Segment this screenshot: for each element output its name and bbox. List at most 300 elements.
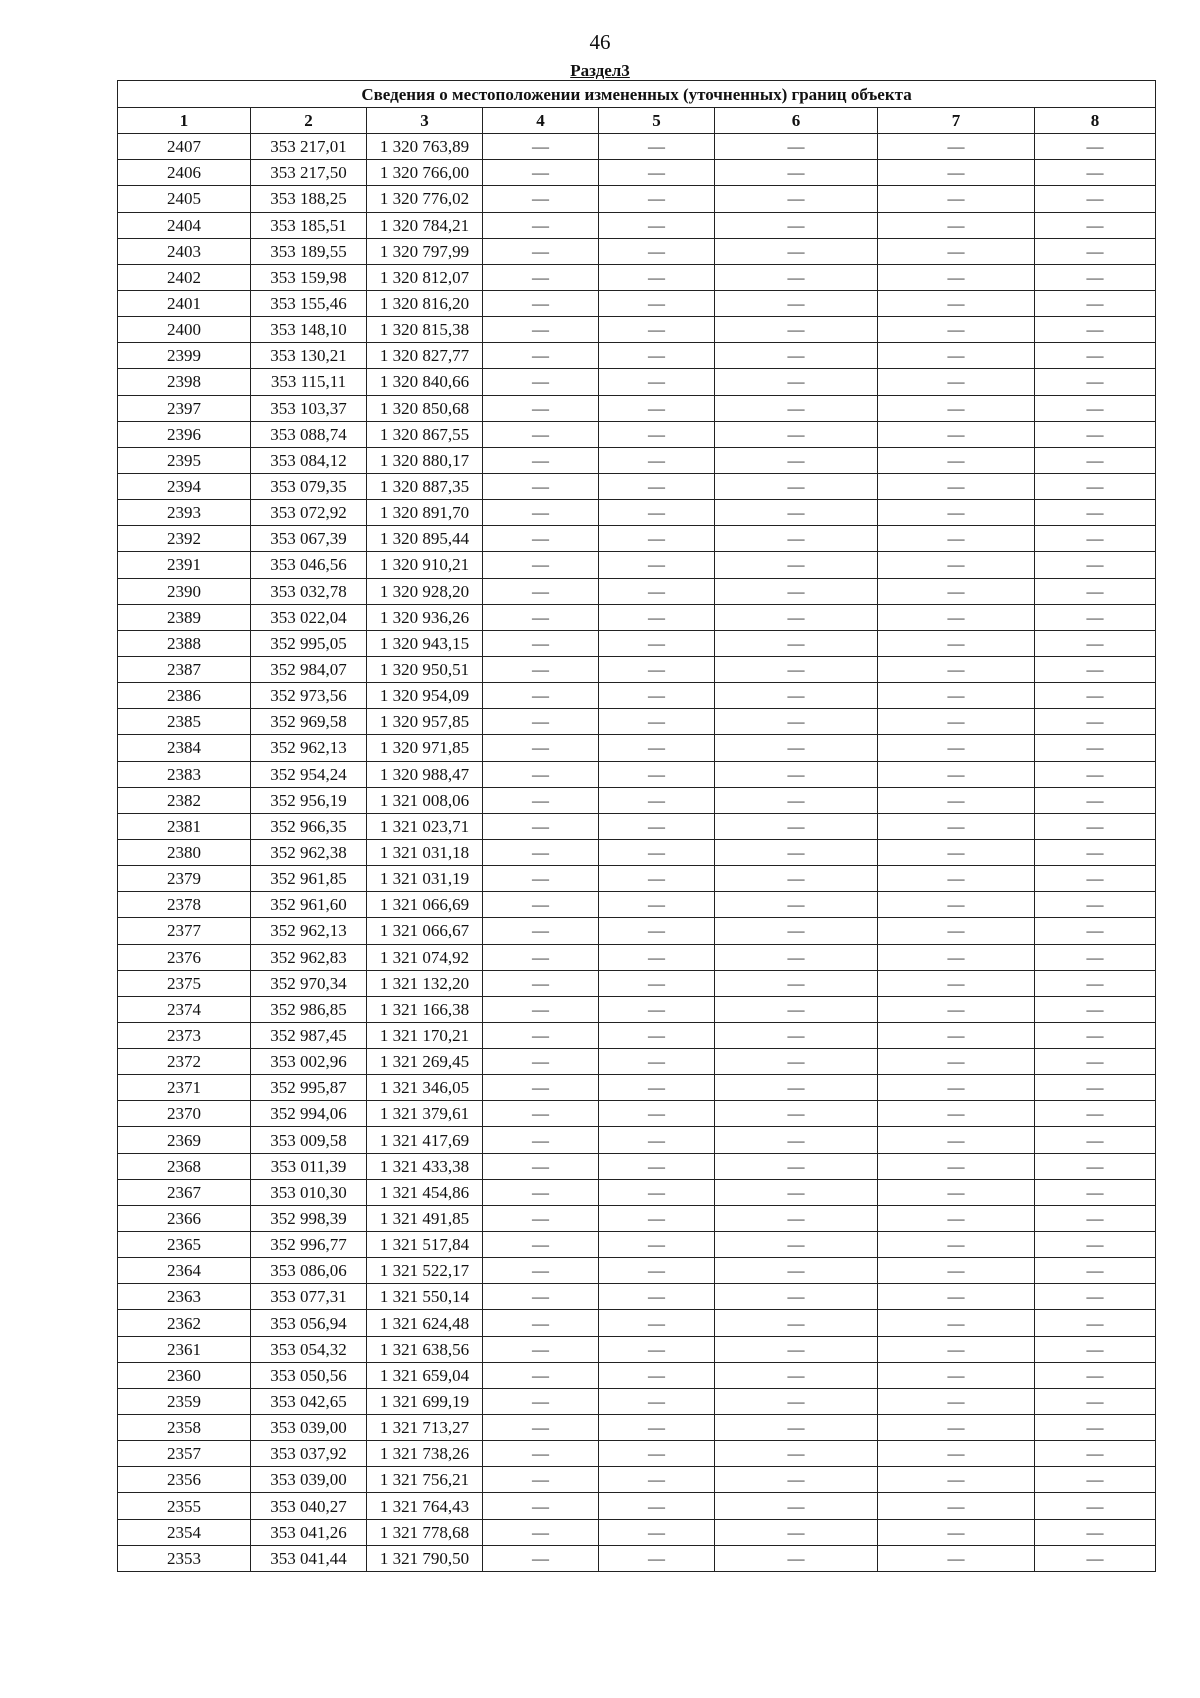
empty-value-dash: —	[878, 866, 1035, 892]
empty-value-dash: —	[483, 1127, 599, 1153]
y-coordinate-cell: 1 320 891,70	[367, 500, 483, 526]
empty-value-dash: —	[599, 264, 715, 290]
y-coordinate-cell: 1 321 132,20	[367, 970, 483, 996]
x-coordinate-cell: 353 148,10	[251, 317, 367, 343]
empty-value-dash: —	[483, 839, 599, 865]
empty-value-dash: —	[715, 212, 878, 238]
x-coordinate-cell: 352 984,07	[251, 656, 367, 682]
empty-value-dash: —	[1035, 317, 1156, 343]
empty-value-dash: —	[483, 918, 599, 944]
empty-value-dash: —	[878, 1127, 1035, 1153]
empty-value-dash: —	[1035, 630, 1156, 656]
empty-value-dash: —	[599, 343, 715, 369]
point-number-cell: 2393	[118, 500, 251, 526]
empty-value-dash: —	[878, 1545, 1035, 1571]
empty-value-dash: —	[599, 1127, 715, 1153]
empty-value-dash: —	[599, 1284, 715, 1310]
y-coordinate-cell: 1 320 954,09	[367, 683, 483, 709]
empty-value-dash: —	[878, 395, 1035, 421]
empty-value-dash: —	[878, 944, 1035, 970]
empty-value-dash: —	[483, 604, 599, 630]
empty-value-dash: —	[599, 395, 715, 421]
empty-value-dash: —	[1035, 134, 1156, 160]
empty-value-dash: —	[1035, 1049, 1156, 1075]
empty-value-dash: —	[878, 656, 1035, 682]
empty-value-dash: —	[483, 813, 599, 839]
point-number-cell: 2355	[118, 1493, 251, 1519]
y-coordinate-cell: 1 320 766,00	[367, 160, 483, 186]
x-coordinate-cell: 353 115,11	[251, 369, 367, 395]
empty-value-dash: —	[483, 1519, 599, 1545]
empty-value-dash: —	[878, 317, 1035, 343]
x-coordinate-cell: 353 217,50	[251, 160, 367, 186]
empty-value-dash: —	[715, 866, 878, 892]
empty-value-dash: —	[483, 1049, 599, 1075]
empty-value-dash: —	[483, 264, 599, 290]
x-coordinate-cell: 352 986,85	[251, 996, 367, 1022]
empty-value-dash: —	[483, 944, 599, 970]
empty-value-dash: —	[483, 212, 599, 238]
empty-value-dash: —	[1035, 918, 1156, 944]
table-row	[118, 1205, 1156, 1231]
table-row	[118, 395, 1156, 421]
empty-value-dash: —	[599, 317, 715, 343]
empty-value-dash: —	[715, 1336, 878, 1362]
empty-value-dash: —	[715, 735, 878, 761]
empty-value-dash: —	[599, 1415, 715, 1441]
point-number-cell: 2403	[118, 238, 251, 264]
point-number-cell: 2365	[118, 1232, 251, 1258]
empty-value-dash: —	[483, 1153, 599, 1179]
point-number-cell: 2363	[118, 1284, 251, 1310]
column-header: 8	[1035, 108, 1156, 134]
empty-value-dash: —	[483, 1388, 599, 1414]
empty-value-dash: —	[599, 1179, 715, 1205]
table-row	[118, 1336, 1156, 1362]
empty-value-dash: —	[878, 526, 1035, 552]
empty-value-dash: —	[599, 1388, 715, 1414]
x-coordinate-cell: 352 995,87	[251, 1075, 367, 1101]
point-number-cell: 2380	[118, 839, 251, 865]
point-number-cell: 2402	[118, 264, 251, 290]
x-coordinate-cell: 353 022,04	[251, 604, 367, 630]
point-number-cell: 2378	[118, 892, 251, 918]
x-coordinate-cell: 353 042,65	[251, 1388, 367, 1414]
x-coordinate-cell: 353 011,39	[251, 1153, 367, 1179]
empty-value-dash: —	[1035, 1519, 1156, 1545]
empty-value-dash: —	[483, 526, 599, 552]
x-coordinate-cell: 352 970,34	[251, 970, 367, 996]
empty-value-dash: —	[1035, 1258, 1156, 1284]
empty-value-dash: —	[599, 813, 715, 839]
empty-value-dash: —	[483, 1232, 599, 1258]
empty-value-dash: —	[483, 160, 599, 186]
empty-value-dash: —	[483, 1415, 599, 1441]
x-coordinate-cell: 353 103,37	[251, 395, 367, 421]
y-coordinate-cell: 1 320 895,44	[367, 526, 483, 552]
y-coordinate-cell: 1 321 491,85	[367, 1205, 483, 1231]
y-coordinate-cell: 1 320 957,85	[367, 709, 483, 735]
empty-value-dash: —	[599, 996, 715, 1022]
empty-value-dash: —	[599, 473, 715, 499]
empty-value-dash: —	[599, 238, 715, 264]
y-coordinate-cell: 1 321 170,21	[367, 1022, 483, 1048]
table-row	[118, 970, 1156, 996]
table-row	[118, 264, 1156, 290]
x-coordinate-cell: 353 079,35	[251, 473, 367, 499]
table-row	[118, 604, 1156, 630]
section-title: Раздел3	[570, 61, 630, 80]
y-coordinate-cell: 1 320 936,26	[367, 604, 483, 630]
point-number-cell: 2359	[118, 1388, 251, 1414]
empty-value-dash: —	[878, 1362, 1035, 1388]
empty-value-dash: —	[599, 656, 715, 682]
table-body	[118, 134, 1156, 1572]
empty-value-dash: —	[483, 421, 599, 447]
empty-value-dash: —	[1035, 1101, 1156, 1127]
empty-value-dash: —	[599, 839, 715, 865]
empty-value-dash: —	[878, 500, 1035, 526]
empty-value-dash: —	[878, 1232, 1035, 1258]
empty-value-dash: —	[599, 735, 715, 761]
point-number-cell: 2397	[118, 395, 251, 421]
empty-value-dash: —	[1035, 264, 1156, 290]
x-coordinate-cell: 352 996,77	[251, 1232, 367, 1258]
x-coordinate-cell: 353 077,31	[251, 1284, 367, 1310]
empty-value-dash: —	[599, 709, 715, 735]
table-row	[118, 735, 1156, 761]
empty-value-dash: —	[483, 1101, 599, 1127]
empty-value-dash: —	[1035, 1205, 1156, 1231]
empty-value-dash: —	[715, 944, 878, 970]
point-number-cell: 2376	[118, 944, 251, 970]
empty-value-dash: —	[1035, 709, 1156, 735]
point-number-cell: 2391	[118, 552, 251, 578]
empty-value-dash: —	[483, 761, 599, 787]
empty-value-dash: —	[483, 1336, 599, 1362]
empty-value-dash: —	[715, 369, 878, 395]
empty-value-dash: —	[1035, 238, 1156, 264]
empty-value-dash: —	[1035, 866, 1156, 892]
table-row	[118, 1049, 1156, 1075]
point-number-cell: 2398	[118, 369, 251, 395]
y-coordinate-cell: 1 321 379,61	[367, 1101, 483, 1127]
x-coordinate-cell: 353 032,78	[251, 578, 367, 604]
page-number: 46	[589, 30, 611, 54]
empty-value-dash: —	[878, 787, 1035, 813]
x-coordinate-cell: 352 962,83	[251, 944, 367, 970]
empty-value-dash: —	[715, 290, 878, 316]
empty-value-dash: —	[483, 447, 599, 473]
x-coordinate-cell: 353 009,58	[251, 1127, 367, 1153]
empty-value-dash: —	[599, 970, 715, 996]
empty-value-dash: —	[1035, 526, 1156, 552]
point-number-cell: 2390	[118, 578, 251, 604]
point-number-cell: 2367	[118, 1179, 251, 1205]
y-coordinate-cell: 1 321 756,21	[367, 1467, 483, 1493]
empty-value-dash: —	[1035, 369, 1156, 395]
empty-value-dash: —	[599, 892, 715, 918]
y-coordinate-cell: 1 321 454,86	[367, 1179, 483, 1205]
y-coordinate-cell: 1 321 659,04	[367, 1362, 483, 1388]
point-number-cell: 2368	[118, 1153, 251, 1179]
empty-value-dash: —	[1035, 1075, 1156, 1101]
empty-value-dash: —	[715, 343, 878, 369]
point-number-cell: 2395	[118, 447, 251, 473]
empty-value-dash: —	[599, 1232, 715, 1258]
empty-value-dash: —	[483, 1205, 599, 1231]
empty-value-dash: —	[878, 160, 1035, 186]
y-coordinate-cell: 1 320 950,51	[367, 656, 483, 682]
table-row	[118, 656, 1156, 682]
x-coordinate-cell: 353 046,56	[251, 552, 367, 578]
table-row	[118, 813, 1156, 839]
empty-value-dash: —	[878, 735, 1035, 761]
point-number-cell: 2354	[118, 1519, 251, 1545]
empty-value-dash: —	[715, 1310, 878, 1336]
x-coordinate-cell: 353 185,51	[251, 212, 367, 238]
table-row	[118, 160, 1156, 186]
x-coordinate-cell: 352 973,56	[251, 683, 367, 709]
empty-value-dash: —	[1035, 1284, 1156, 1310]
empty-value-dash: —	[878, 1075, 1035, 1101]
x-coordinate-cell: 353 084,12	[251, 447, 367, 473]
table-row	[118, 369, 1156, 395]
table-row	[118, 447, 1156, 473]
empty-value-dash: —	[483, 1467, 599, 1493]
x-coordinate-cell: 352 994,06	[251, 1101, 367, 1127]
empty-value-dash: —	[878, 1467, 1035, 1493]
empty-value-dash: —	[599, 552, 715, 578]
y-coordinate-cell: 1 321 066,69	[367, 892, 483, 918]
point-number-cell: 2357	[118, 1441, 251, 1467]
y-coordinate-cell: 1 320 776,02	[367, 186, 483, 212]
empty-value-dash: —	[715, 1127, 878, 1153]
y-coordinate-cell: 1 321 764,43	[367, 1493, 483, 1519]
empty-value-dash: —	[715, 839, 878, 865]
empty-value-dash: —	[1035, 970, 1156, 996]
empty-value-dash: —	[715, 709, 878, 735]
point-number-cell: 2370	[118, 1101, 251, 1127]
empty-value-dash: —	[878, 892, 1035, 918]
column-header: 2	[251, 108, 367, 134]
empty-value-dash: —	[715, 1388, 878, 1414]
empty-value-dash: —	[483, 1493, 599, 1519]
empty-value-dash: —	[1035, 735, 1156, 761]
point-number-cell: 2360	[118, 1362, 251, 1388]
x-coordinate-cell: 353 155,46	[251, 290, 367, 316]
y-coordinate-cell: 1 320 797,99	[367, 238, 483, 264]
point-number-cell: 2387	[118, 656, 251, 682]
x-coordinate-cell: 353 159,98	[251, 264, 367, 290]
empty-value-dash: —	[483, 369, 599, 395]
x-coordinate-cell: 353 086,06	[251, 1258, 367, 1284]
y-coordinate-cell: 1 321 433,38	[367, 1153, 483, 1179]
empty-value-dash: —	[878, 996, 1035, 1022]
y-coordinate-cell: 1 321 713,27	[367, 1415, 483, 1441]
empty-value-dash: —	[1035, 656, 1156, 682]
table-row	[118, 1519, 1156, 1545]
empty-value-dash: —	[1035, 996, 1156, 1022]
y-coordinate-cell: 1 320 867,55	[367, 421, 483, 447]
empty-value-dash: —	[715, 918, 878, 944]
x-coordinate-cell: 352 962,13	[251, 735, 367, 761]
y-coordinate-cell: 1 321 066,67	[367, 918, 483, 944]
x-coordinate-cell: 353 056,94	[251, 1310, 367, 1336]
x-coordinate-cell: 352 961,85	[251, 866, 367, 892]
empty-value-dash: —	[483, 186, 599, 212]
empty-value-dash: —	[483, 395, 599, 421]
y-coordinate-cell: 1 321 790,50	[367, 1545, 483, 1571]
table-row	[118, 1493, 1156, 1519]
table-row	[118, 552, 1156, 578]
empty-value-dash: —	[715, 892, 878, 918]
table-row	[118, 238, 1156, 264]
table-row	[118, 1467, 1156, 1493]
empty-value-dash: —	[599, 447, 715, 473]
x-coordinate-cell: 352 962,38	[251, 839, 367, 865]
y-coordinate-cell: 1 321 778,68	[367, 1519, 483, 1545]
empty-value-dash: —	[715, 970, 878, 996]
empty-value-dash: —	[878, 212, 1035, 238]
point-number-cell: 2364	[118, 1258, 251, 1284]
table-row	[118, 421, 1156, 447]
empty-value-dash: —	[715, 1415, 878, 1441]
y-coordinate-cell: 1 321 699,19	[367, 1388, 483, 1414]
y-coordinate-cell: 1 321 624,48	[367, 1310, 483, 1336]
empty-value-dash: —	[483, 552, 599, 578]
empty-value-dash: —	[715, 1049, 878, 1075]
table-row	[118, 343, 1156, 369]
empty-value-dash: —	[1035, 1232, 1156, 1258]
empty-value-dash: —	[715, 526, 878, 552]
x-coordinate-cell: 353 217,01	[251, 134, 367, 160]
empty-value-dash: —	[1035, 1467, 1156, 1493]
point-number-cell: 2399	[118, 343, 251, 369]
empty-value-dash: —	[483, 1022, 599, 1048]
y-coordinate-cell: 1 320 880,17	[367, 447, 483, 473]
empty-value-dash: —	[878, 604, 1035, 630]
table-row	[118, 134, 1156, 160]
empty-value-dash: —	[483, 892, 599, 918]
x-coordinate-cell: 353 010,30	[251, 1179, 367, 1205]
empty-value-dash: —	[715, 1205, 878, 1231]
empty-value-dash: —	[715, 473, 878, 499]
empty-value-dash: —	[878, 421, 1035, 447]
empty-value-dash: —	[878, 1441, 1035, 1467]
column-header: 4	[483, 108, 599, 134]
empty-value-dash: —	[878, 264, 1035, 290]
x-coordinate-cell: 352 995,05	[251, 630, 367, 656]
empty-value-dash: —	[599, 1258, 715, 1284]
table-row	[118, 526, 1156, 552]
empty-value-dash: —	[483, 735, 599, 761]
empty-value-dash: —	[878, 761, 1035, 787]
x-coordinate-cell: 353 040,27	[251, 1493, 367, 1519]
table-row	[118, 761, 1156, 787]
empty-value-dash: —	[715, 1179, 878, 1205]
empty-value-dash: —	[878, 970, 1035, 996]
y-coordinate-cell: 1 321 517,84	[367, 1232, 483, 1258]
point-number-cell: 2388	[118, 630, 251, 656]
x-coordinate-cell: 352 961,60	[251, 892, 367, 918]
y-coordinate-cell: 1 321 346,05	[367, 1075, 483, 1101]
empty-value-dash: —	[1035, 892, 1156, 918]
empty-value-dash: —	[878, 290, 1035, 316]
empty-value-dash: —	[483, 1362, 599, 1388]
empty-value-dash: —	[599, 421, 715, 447]
empty-value-dash: —	[1035, 1336, 1156, 1362]
point-number-cell: 2383	[118, 761, 251, 787]
empty-value-dash: —	[599, 683, 715, 709]
empty-value-dash: —	[878, 134, 1035, 160]
empty-value-dash: —	[715, 317, 878, 343]
empty-value-dash: —	[599, 1336, 715, 1362]
empty-value-dash: —	[1035, 552, 1156, 578]
empty-value-dash: —	[878, 1049, 1035, 1075]
point-number-cell: 2358	[118, 1415, 251, 1441]
empty-value-dash: —	[599, 1049, 715, 1075]
point-number-cell: 2373	[118, 1022, 251, 1048]
empty-value-dash: —	[599, 604, 715, 630]
empty-value-dash: —	[599, 1467, 715, 1493]
empty-value-dash: —	[599, 1205, 715, 1231]
empty-value-dash: —	[1035, 500, 1156, 526]
x-coordinate-cell: 353 039,00	[251, 1415, 367, 1441]
table-row	[118, 1022, 1156, 1048]
empty-value-dash: —	[483, 238, 599, 264]
empty-value-dash: —	[878, 1205, 1035, 1231]
point-number-cell: 2375	[118, 970, 251, 996]
empty-value-dash: —	[878, 473, 1035, 499]
table-row	[118, 944, 1156, 970]
table-row	[118, 212, 1156, 238]
empty-value-dash: —	[878, 1153, 1035, 1179]
empty-value-dash: —	[878, 1258, 1035, 1284]
empty-value-dash: —	[715, 1441, 878, 1467]
empty-value-dash: —	[715, 186, 878, 212]
empty-value-dash: —	[878, 709, 1035, 735]
column-header-row	[118, 108, 1156, 134]
table-row	[118, 1127, 1156, 1153]
empty-value-dash: —	[715, 604, 878, 630]
y-coordinate-cell: 1 320 988,47	[367, 761, 483, 787]
empty-value-dash: —	[483, 1310, 599, 1336]
y-coordinate-cell: 1 320 971,85	[367, 735, 483, 761]
y-coordinate-cell: 1 321 031,19	[367, 866, 483, 892]
empty-value-dash: —	[1035, 160, 1156, 186]
empty-value-dash: —	[483, 578, 599, 604]
y-coordinate-cell: 1 321 738,26	[367, 1441, 483, 1467]
table-row	[118, 1179, 1156, 1205]
column-header: 5	[599, 108, 715, 134]
empty-value-dash: —	[1035, 447, 1156, 473]
empty-value-dash: —	[878, 1284, 1035, 1310]
x-coordinate-cell: 352 987,45	[251, 1022, 367, 1048]
table-row	[118, 1545, 1156, 1571]
table-row	[118, 630, 1156, 656]
empty-value-dash: —	[878, 186, 1035, 212]
y-coordinate-cell: 1 320 812,07	[367, 264, 483, 290]
empty-value-dash: —	[1035, 473, 1156, 499]
empty-value-dash: —	[878, 630, 1035, 656]
empty-value-dash: —	[1035, 578, 1156, 604]
y-coordinate-cell: 1 321 008,06	[367, 787, 483, 813]
empty-value-dash: —	[1035, 787, 1156, 813]
empty-value-dash: —	[1035, 813, 1156, 839]
empty-value-dash: —	[599, 526, 715, 552]
empty-value-dash: —	[878, 1493, 1035, 1519]
